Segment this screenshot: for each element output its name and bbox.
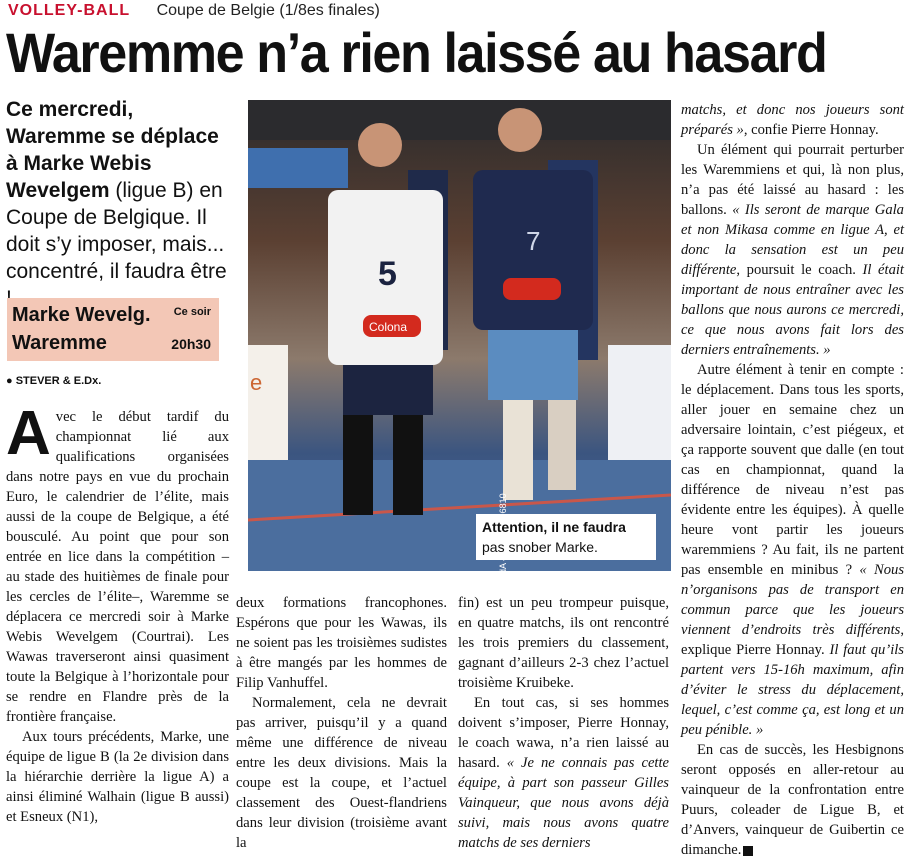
paragraph: fin) est un peu trompeur puisque, en quatre matchs, ils ont rencontré les trois premiers du classement, gagnant d’ailleurs 2-3 chez l’actuel troisième Kruibeke. <box>458 595 669 691</box>
kicker <box>8 2 380 20</box>
paragraph: Aux tours précédents, Marke, une équipe de ligue B (la 2e division dans la hiérarchie derrière la ligue A) a ainsi éliminé Walhain (ligue B aussi) et Esneux (N1), <box>6 729 229 825</box>
match-day: Ce soir <box>173 306 211 318</box>
end-mark <box>743 846 753 856</box>
paragraph: Avec le début tardif du championnat lié aux qualifications organisées dans notre pays en vue du prochain Euro, le calendrier de l’élite, mais aussi de la coupe de Belgique, a été bousculé. Au point que pour son entrée en lice dans la compétition – au stade des huitièmes de finale pour les cercles de l’élite–, Waremme se déplacera ce mercredi soir à Marke Webis Wevelgem (Courtrai). Les Wawas traverseront ainsi quasiment toute la Belgique à l’horizontale pour se rendre en Flandre près de la frontière française. <box>6 399 229 725</box>
article-column-4 <box>681 100 904 860</box>
byline: ● STEVER & E.Dx. <box>6 375 102 387</box>
paragraph: Autre élément à tenir en compte : le déplacement. Dans tous les sports, aller jouer en semaine chez un adversaire lointain, c’est piégeux, et ça rapporte souvent que dalle (en tout cas en championnat, quand la différence de niveau n’est pas évidente entre les équipes). À quelle heure vont partir les joueurs waremmiens ? Au fait, ils ne partent pas ensemble en minibus ? « Nous n’organisons pas de transport en commun parce que les joueurs viennent d’endroits très différents, explique Pierre Honnay. Il faut qu’ils partent vers 15-16h maximum, afin d’éviter le stress du déplacement, lequel, c’est comme ça, est long et un peu pénible. » <box>681 362 905 738</box>
jersey-number-5: 5 <box>378 255 397 293</box>
jersey-number-7: 7 <box>526 226 541 256</box>
article-photo <box>248 100 671 571</box>
paragraph: En cas de succès, les Hesbignons seront opposés en aller-retour au vainqueur de la confrontation entre Puurs, coleader de Ligue B, et d’Anvers, vainqueur de Guibertin ce dimanche. <box>681 742 904 858</box>
paragraph: Normalement, cela ne devrait pas arriver, puisqu’il y a quand même une différence de niveau entre les deux divisions. Mais la coupe est la coupe, et l’actuel classement des Ouest-flandriens dans leur division (troisième avant la <box>236 695 447 851</box>
match-box <box>7 298 219 361</box>
paragraph: Un élément qui pourrait perturber les Waremmiens et qui, là non plus, n’a pas été laissé au hasard : les ballons. « Ils seront de marque Gala et non Mikasa comme en ligue A, et donc la sensation est un peu différente, poursuit le coach. Il était important de nous entraîner avec les ballons que nous aurons ce mercredi, ce que nous avons fait lors des derniers entraînements. » <box>681 142 904 358</box>
lead-bold: Ce mercredi, Waremme se déplace à Marke Webis Wevelgem <box>6 98 219 202</box>
section-label: VOLLEY-BALL <box>8 2 131 19</box>
sponsor-label: Colona <box>369 320 408 334</box>
drop-cap: A <box>6 399 51 468</box>
home-team: Marke Wevelg. <box>12 304 151 326</box>
headline: Waremme n’a rien laissé au hasard <box>6 21 827 84</box>
paragraph: deux formations francophones. Espérons que pour les Wawas, ils ne soient pas les troisièmes sudistes à être mangés par les hommes de Filip Vanhuffel. <box>236 595 447 691</box>
photo-caption: Attention, il ne faudra pas snober Marke. <box>476 514 656 560</box>
article-column-2 <box>236 593 447 853</box>
match-time: 20h30 <box>171 336 211 352</box>
paragraph: matchs, et donc nos joueurs sont préparés », confie Pierre Honnay. <box>681 102 904 138</box>
competition-label: Coupe de Belgie (1/8es finales) <box>156 2 380 19</box>
article-column-1 <box>6 399 229 827</box>
svg-text:e: e <box>250 370 263 395</box>
lead-text: (ligue B) en Coupe de Belgique. Il doit s’y imposer, mais... concentré, il faudra être <box>6 179 227 283</box>
article-column-3 <box>458 593 669 853</box>
volleyball-players-image <box>248 100 671 571</box>
away-team: Waremme <box>12 332 107 354</box>
paragraph: En tout cas, si ses hommes doivent s’imposer, Pierre Honnay, le coach wawa, n’a rien laissé au hasard. « Je ne connais pas cette équipe, à part son passeur Gilles Vainqueur, que nous avons déjà suivi, mais nous avons quatre matchs de ses derniers <box>458 695 670 851</box>
lead-paragraph <box>6 96 236 312</box>
